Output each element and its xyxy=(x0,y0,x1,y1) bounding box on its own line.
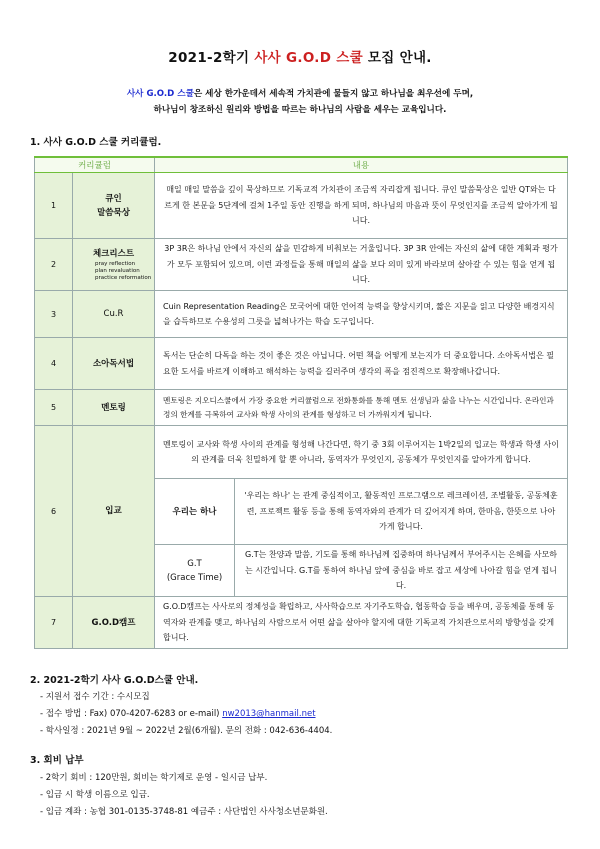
fee-line: - 입금 시 학생 이름으로 입금. xyxy=(40,790,150,800)
row-name: 큐인 말씀묵상 xyxy=(73,173,155,239)
row-number: 4 xyxy=(35,338,73,390)
row-number: 2 xyxy=(35,239,73,291)
row-name: 체크리스트 xyxy=(92,249,135,259)
table-row xyxy=(35,239,568,291)
section-1-heading: 1. 사사 G.O.D 스쿨 커리큘럼. xyxy=(30,137,162,148)
subrow-content: G.T는 찬양과 말씀, 기도를 통해 하나님께 집중하며 하나님께서 부어주시는 은혜를 사모하는 시간입니다. G.T를 통하여 하나님 앞에 중심을 바로 잡고 세상에 나아갈 힘을 얻게 됩니다. xyxy=(235,545,568,597)
sub-line: practice reformation xyxy=(95,275,152,281)
row-content: 멘토링은 지오디스쿨에서 가장 중요한 커리큘럼으로 전화통화를 통해 멘토 선생님과 삶을 나누는 시간입니다. 온라인과정의 한계를 극복하여 교사와 학생 사이의 관계를 형성하고 더 가까워지게 됩니다. xyxy=(155,390,568,426)
row-content: 매일 매일 말씀을 깊이 묵상하므로 기독교적 가치관이 조금씩 자리잡게 됩니다. 큐인 말씀묵상은 일반 QT와는 다르게 한 본문을 5단계에 걸쳐 1주일 동안 진행을 하게 되며, 하나님의 마음과 뜻이 무엇인지를 조금씩 알아가게 됩니다. xyxy=(155,173,568,239)
fee-line: - 입금 계좌 : 농협 301-0135-3748-81 예금주 : 사단법인 사사청소년문화원. xyxy=(40,807,328,817)
row-content: 독서는 단순히 다독을 하는 것이 좋은 것은 아닙니다. 어떤 책을 어떻게 보는지가 더 중요합니다. 소아독서법은 필요한 도서를 바르게 이해하고 해석하는 능력을 길러주며 생각의 폭을 점진적으로 확장해나갑니다. xyxy=(155,338,568,390)
table-header-row xyxy=(35,157,568,173)
subrow-name: 우리는 하나 xyxy=(155,479,235,545)
table-row xyxy=(35,291,568,338)
row-name: 소아독서법 xyxy=(73,338,155,390)
title-prefix: 2021-2학기 xyxy=(168,50,255,66)
row-number: 7 xyxy=(35,597,73,649)
row-content: Cuin Representation Reading은 모국어에 대한 언어적 능력을 향상시키며, 짧은 지문을 읽고 다양한 배경지식을 습득하므로 수용성의 그릇을 넓혀나가는 학습 도구입니다. xyxy=(155,291,568,338)
row-name: 입교 xyxy=(73,426,155,597)
row-name: 멘토링 xyxy=(73,390,155,426)
header-curriculum: 커리큘럼 xyxy=(35,157,155,173)
table-row xyxy=(35,390,568,426)
row-content: G.O.D캠프는 사사로의 정체성을 확립하고, 사사학습으로 자기주도학습, 협동학습 등을 배우며, 공동체를 통해 동역자와 관계를 맺고, 하나님의 사람으로서 어떤 삶을 살아야 할지에 대한 기독교적 가치관으로서의 방향성을 갖게 합니다. xyxy=(155,597,568,649)
intro-line-1-rest: 은 세상 한가운데서 세속적 가치관에 물들지 않고 하나님을 최우선에 두며, xyxy=(193,89,474,99)
subrow-name: G.T (Grace Time) xyxy=(155,545,235,597)
intro-text xyxy=(40,86,560,118)
row-number: 1 xyxy=(35,173,73,239)
row-number: 6 xyxy=(35,426,73,597)
row-name: Cu.R xyxy=(73,291,155,338)
sub-line: pray reflection xyxy=(95,261,136,267)
row-content: 멘토링이 교사와 학생 사이의 관계를 형성해 나간다면, 학기 중 3회 이루어지는 1박2일의 입교는 학생과 학생 사이의 관계를 더욱 친밀하게 할 뿐 아니라, 동역자가 무엇인지, 공동체가 무엇인지를 알아가게 합니다. xyxy=(155,426,568,479)
info-line xyxy=(40,707,316,719)
info-line-prefix: - 접수 방법 : Fax) 070-4207-6283 or e-mail) xyxy=(40,709,223,719)
intro-line-2: 하나님이 창조하신 원리와 방법을 따르는 하나님의 사람을 세우는 교육입니다. xyxy=(153,105,447,115)
section-3-heading: 3. 회비 납부 xyxy=(30,755,84,766)
fee-line: - 2학기 회비 : 120만원, 회비는 학기제로 운영 - 일시금 납부. xyxy=(40,773,268,783)
title-accent: 사사 G.O.D 스쿨 xyxy=(254,50,363,66)
row-content: 3P 3R은 하나님 안에서 자신의 삶을 민감하게 비춰보는 거울입니다. 3P 3R 안에는 자신의 삶에 대한 계획과 평가가 모두 포함되어 있으며, 이런 과정들을 통해 매일의 삶을 보다 의미 있게 바라보며 살아갈 수 있는 힘을 얻게 됩니다. xyxy=(155,239,568,291)
page-title xyxy=(0,46,600,66)
sub-line: plan revaluation xyxy=(95,268,140,274)
table-row xyxy=(35,338,568,390)
table-row xyxy=(35,426,568,479)
table-row xyxy=(35,173,568,239)
intro-accent: 사사 G.O.D 스쿨 xyxy=(126,89,194,99)
intro-line-1 xyxy=(40,86,560,102)
info-line: - 학사일정 : 2021년 9월 ~ 2022년 2월(6개월). 문의 전화 : 042-636-4404. xyxy=(40,726,333,736)
row-name: G.O.D캠프 xyxy=(73,597,155,649)
curriculum-table xyxy=(34,156,568,649)
header-content: 내용 xyxy=(155,157,568,173)
email-link[interactable]: nw2013@hanmail.net xyxy=(222,709,316,719)
info-line: - 지원서 접수 기간 : 수시모집 xyxy=(40,692,150,702)
subrow-content: '우리는 하나' 는 관계 중심적이고, 활동적인 프로그램으로 레크레이션, 조별활동, 공동체훈련, 프로젝트 활동 등을 통해 동역자와의 관계가 더 깊어지게 하며, 한마음, 한뜻으로 나아가게 합니다. xyxy=(235,479,568,545)
row-name-block xyxy=(73,239,155,291)
title-suffix: 모집 안내. xyxy=(362,50,432,66)
row-number: 3 xyxy=(35,291,73,338)
row-name-sub xyxy=(95,261,154,282)
table-row xyxy=(35,597,568,649)
section-2-heading: 2. 2021-2학기 사사 G.O.D스쿨 안내. xyxy=(30,675,199,686)
row-number: 5 xyxy=(35,390,73,426)
